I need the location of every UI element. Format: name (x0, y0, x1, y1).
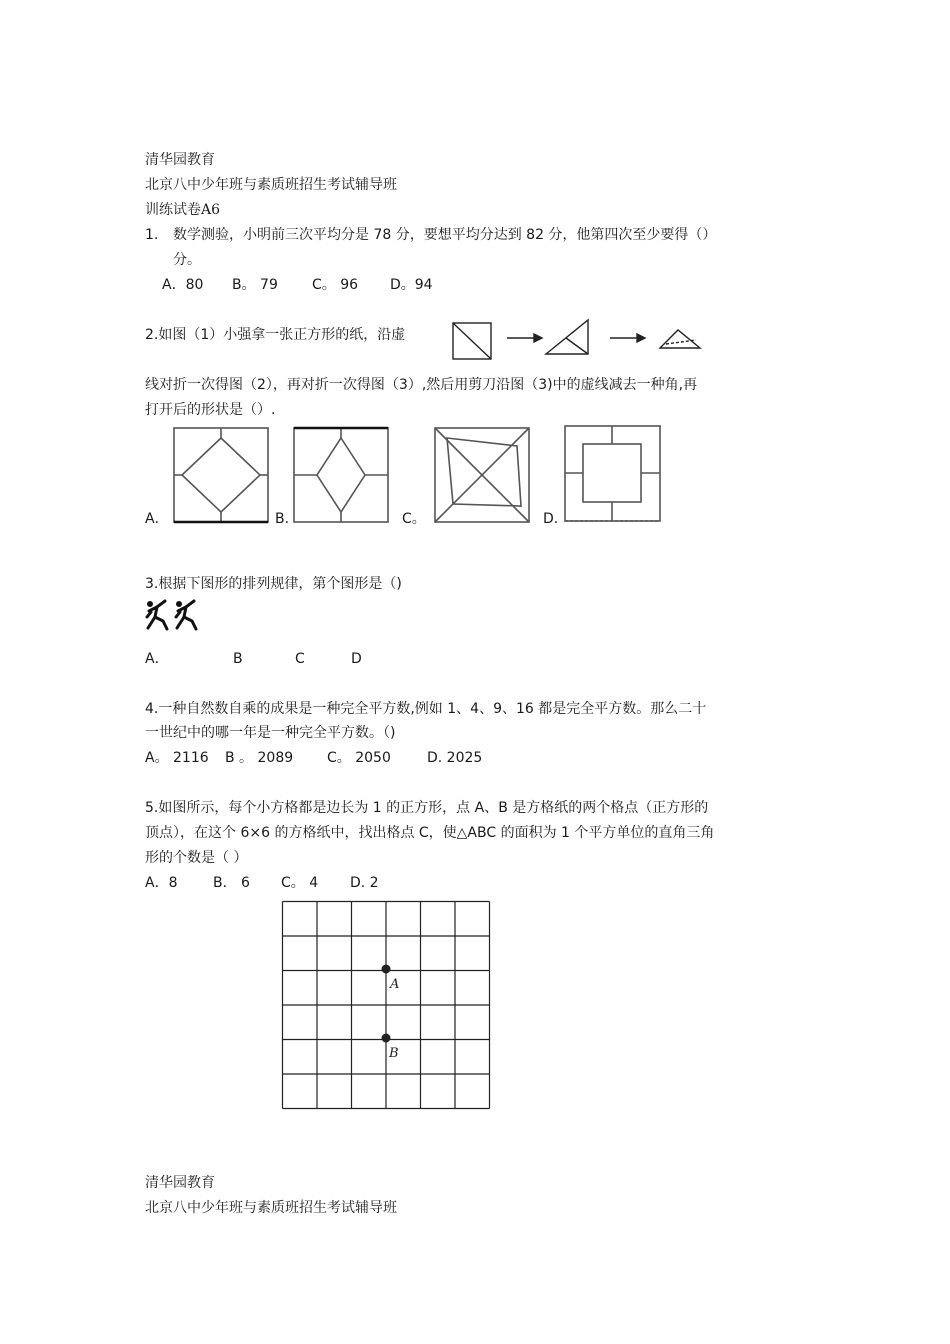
q5-option-b: B． 6 (213, 875, 250, 891)
q3-options (145, 647, 362, 671)
q5-grid-lines (283, 902, 490, 1109)
q5-line2: 顶点），在这个 6×6 的方格纸中，找出格点 C，使△ABC 的面积为 1 个平方单位的直角三角 (145, 825, 715, 841)
q5-point-a-dot (382, 965, 391, 974)
fold-sequence-figure (452, 318, 712, 362)
fold-arrowhead-1 (534, 334, 542, 342)
q1-option-a: A．80 (162, 277, 204, 293)
q5-point-b-label: B (389, 1046, 399, 1061)
q3-option-a: A． (145, 651, 169, 667)
q5-option-c: C。 4 (281, 875, 319, 891)
header-class-name: 北京八中少年班与素质班招生考试辅导班 (145, 177, 397, 193)
header-paper: 训练试卷A6 (145, 202, 221, 218)
q3-option-c: C (295, 651, 305, 667)
q4-line1: 4.一种自然数自乘的成果是一种完全平方数,例如 1、4、9、16 都是完全平方数。那么二十 (145, 701, 707, 717)
q4-option-d: D. 2025 (427, 750, 483, 766)
q2-label-d: D. (543, 511, 559, 527)
q2-label-a: A． (145, 511, 169, 527)
q5-point-a-label: A (390, 977, 400, 992)
q2-label-c: C。 (402, 511, 426, 527)
q1-number: 1. (145, 227, 159, 243)
q2-line3: 打开后的形状是（）. (145, 402, 276, 418)
q4-option-a: A。 2116 (145, 750, 209, 766)
q2-line1: 2.如图（1）小强拿一张正方形的纸，沿虚 (145, 327, 406, 343)
q3-text: 3.根据下图形的排列规律，第个图形是（) (145, 576, 402, 592)
q3-option-d: D (351, 651, 362, 667)
fold-step2-crease (566, 338, 588, 354)
fold-step1-diagonal (453, 323, 491, 359)
q4-line2: 一世纪中的哪一年是一种完全平方数。（) (145, 725, 396, 741)
q1-option-c: C。 96 (312, 277, 359, 293)
fold-arrowhead-2 (637, 334, 645, 342)
q2-option-a-figure (172, 426, 272, 524)
q3-figure-2 (176, 601, 196, 629)
q3-option-b: B (233, 651, 243, 667)
q2-label-b: B. (275, 511, 290, 527)
q4-option-b: B 。 2089 (225, 750, 294, 766)
q2-option-c-figure (433, 426, 533, 524)
footer-class-name: 北京八中少年班与素质班招生考试辅导班 (145, 1200, 397, 1216)
q2-line2: 线对折一次得图（2），再对折一次得图（3）,然后用剪刀沿图（3)中的虚线减去一种角,再 (145, 377, 698, 393)
q1-options (162, 273, 433, 297)
q4-option-c: C。 2050 (327, 750, 391, 766)
footer-org: 清华园教育 (145, 1175, 215, 1191)
fold-step3-cut-line (666, 340, 696, 344)
q5-line1: 5.如图所示，每个小方格都是边长为 1 的正方形，点 A、B 是方格纸的两个格点（正方形的 (145, 800, 709, 816)
q5-options (145, 871, 379, 895)
q1-line2: 分。 (173, 252, 201, 268)
fold-step3-triangle (660, 330, 700, 348)
q1-option-b: B。 79 (232, 277, 278, 293)
q1-line1: 数学测验，小明前三次平均分是 78 分，要想平均分达到 82 分，他第四次至少要得（） (173, 227, 717, 243)
q1-option-d: D。94 (390, 277, 433, 293)
q2-option-b-figure (292, 426, 392, 524)
q5-grid-figure (281, 900, 491, 1110)
q2-option-d-figure (563, 424, 663, 524)
q5-point-b-dot (382, 1034, 391, 1043)
q3-figure-sequence (145, 599, 205, 631)
q5-option-a: A．8 (145, 875, 178, 891)
q5-line3: 形的个数是（ ） (145, 850, 248, 866)
header-org: 清华园教育 (145, 152, 215, 168)
q3-figure-1 (147, 601, 167, 629)
q4-options (145, 746, 482, 770)
q5-option-d: D. 2 (350, 875, 379, 891)
